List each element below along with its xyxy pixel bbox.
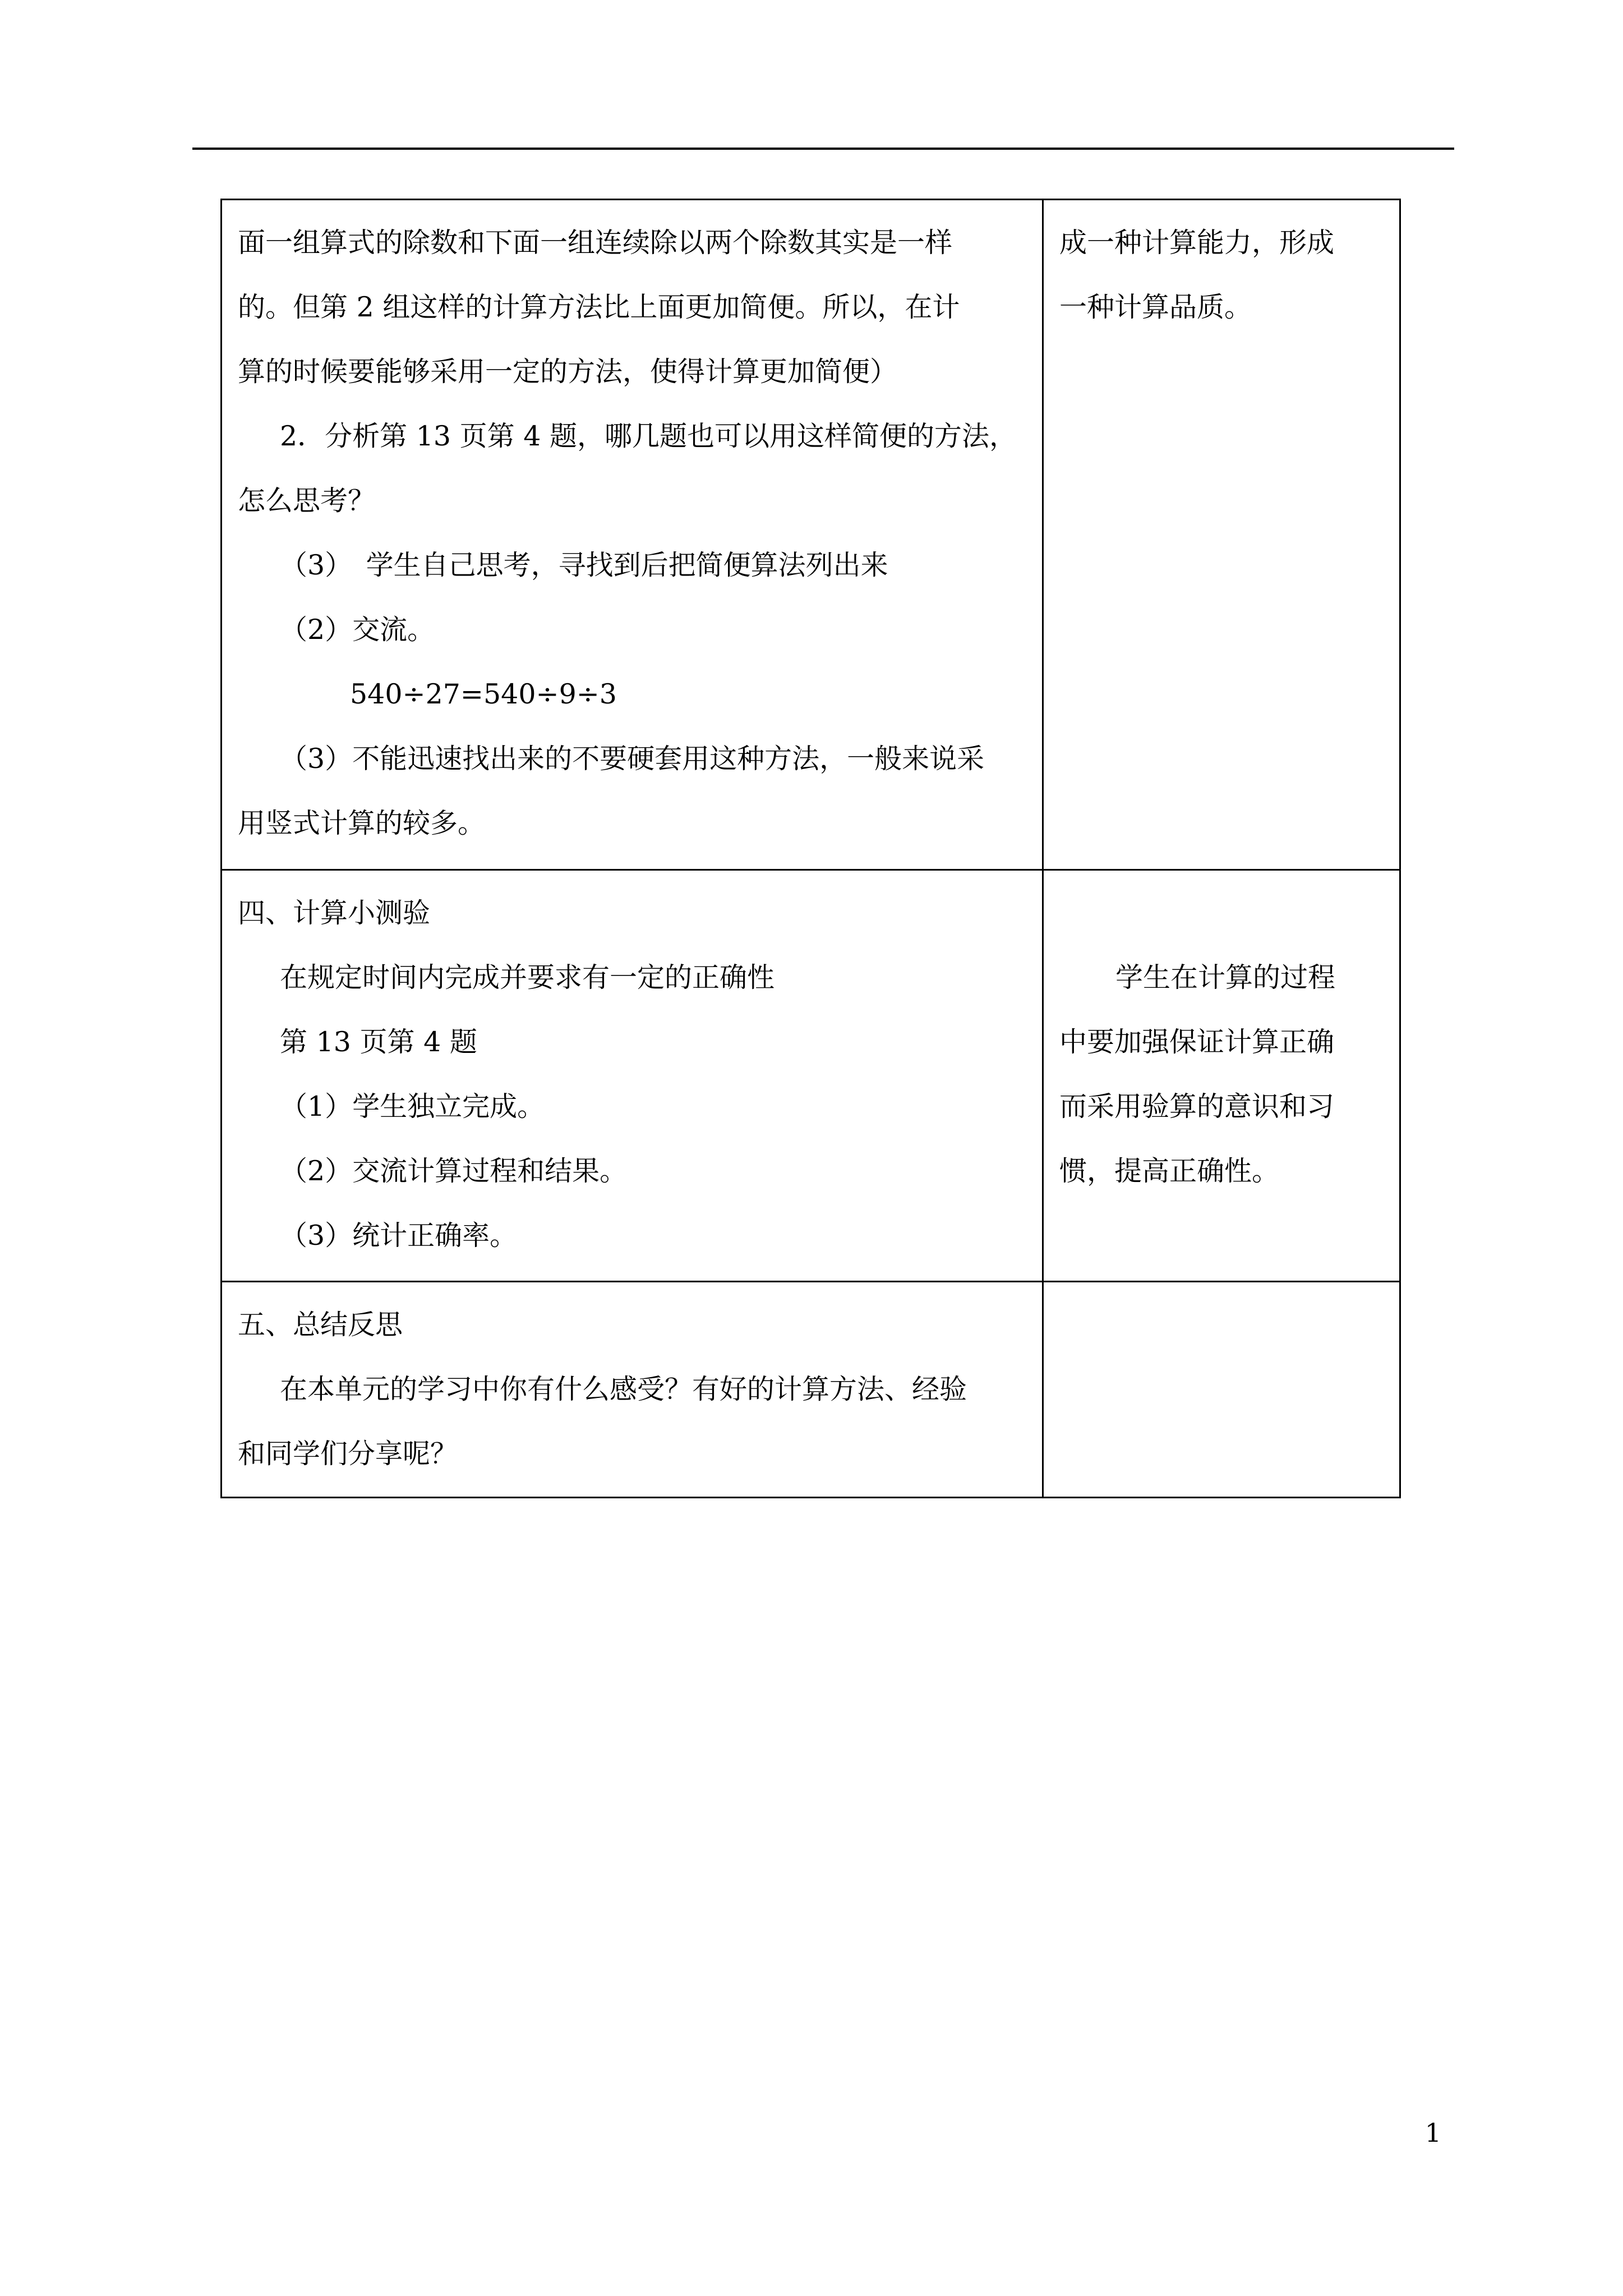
page-number: 1 (1424, 2118, 1441, 2148)
text-line: 在规定时间内完成并要求有一定的正确性 (280, 961, 775, 993)
note-line: 惯，提高正确性。 (1059, 1155, 1280, 1187)
table-row (222, 200, 1400, 870)
table-row (222, 1282, 1400, 1498)
text-line: 的。但第 2 组这样的计算方法比上面更加简便。所以，在计 (238, 291, 960, 323)
process-cell (222, 870, 1043, 1282)
process-cell (222, 1282, 1043, 1498)
text-line: 在本单元的学习中你有什么感受？有好的计算方法、经验 (280, 1373, 967, 1405)
formula-line: 540÷27=540÷9÷3 (350, 678, 617, 710)
note-line: 中要加强保证计算正确 (1059, 1026, 1335, 1058)
section-heading: 四、计算小测验 (238, 897, 431, 929)
blank-line (1059, 881, 1388, 945)
text-line: 第 13 页第 4 题 (280, 1026, 477, 1058)
text-line: 用竖式计算的较多。 (238, 807, 486, 839)
note-line: 一种计算品质。 (1059, 291, 1252, 323)
lesson-plan-table (220, 199, 1401, 1498)
table-row (222, 870, 1400, 1282)
text-line: 面一组算式的除数和下面一组连续除以两个除数其实是一样 (238, 227, 953, 259)
text-line: （3）统计正确率。 (280, 1220, 518, 1251)
note-line: 而采用验算的意识和习 (1059, 1091, 1335, 1122)
section-heading: 五、总结反思 (238, 1309, 403, 1341)
header-rule (192, 148, 1454, 150)
note-cell (1043, 200, 1400, 870)
process-cell (222, 200, 1043, 870)
text-line: （2）交流计算过程和结果。 (280, 1155, 628, 1187)
text-line: 算的时候要能够采用一定的方法，使得计算更加简便） (238, 356, 898, 388)
note-line: 学生在计算的过程 (1115, 961, 1336, 993)
text-line: 怎么思考？ (238, 485, 376, 517)
text-line: 2．分析第 13 页第 4 题，哪几题也可以用这样简便的方法， (280, 420, 1017, 452)
text-line: （3） 学生自己思考，寻找到后把简便算法列出来 (280, 549, 888, 581)
text-line: （2）交流。 (280, 614, 435, 646)
text-line: （1）学生独立完成。 (280, 1091, 545, 1122)
text-line: 和同学们分享呢？ (238, 1438, 458, 1470)
note-cell (1043, 870, 1400, 1282)
note-cell (1043, 1282, 1400, 1498)
text-line: （3）不能迅速找出来的不要硬套用这种方法，一般来说采 (280, 743, 985, 775)
note-line: 成一种计算能力，形成 (1059, 227, 1335, 259)
